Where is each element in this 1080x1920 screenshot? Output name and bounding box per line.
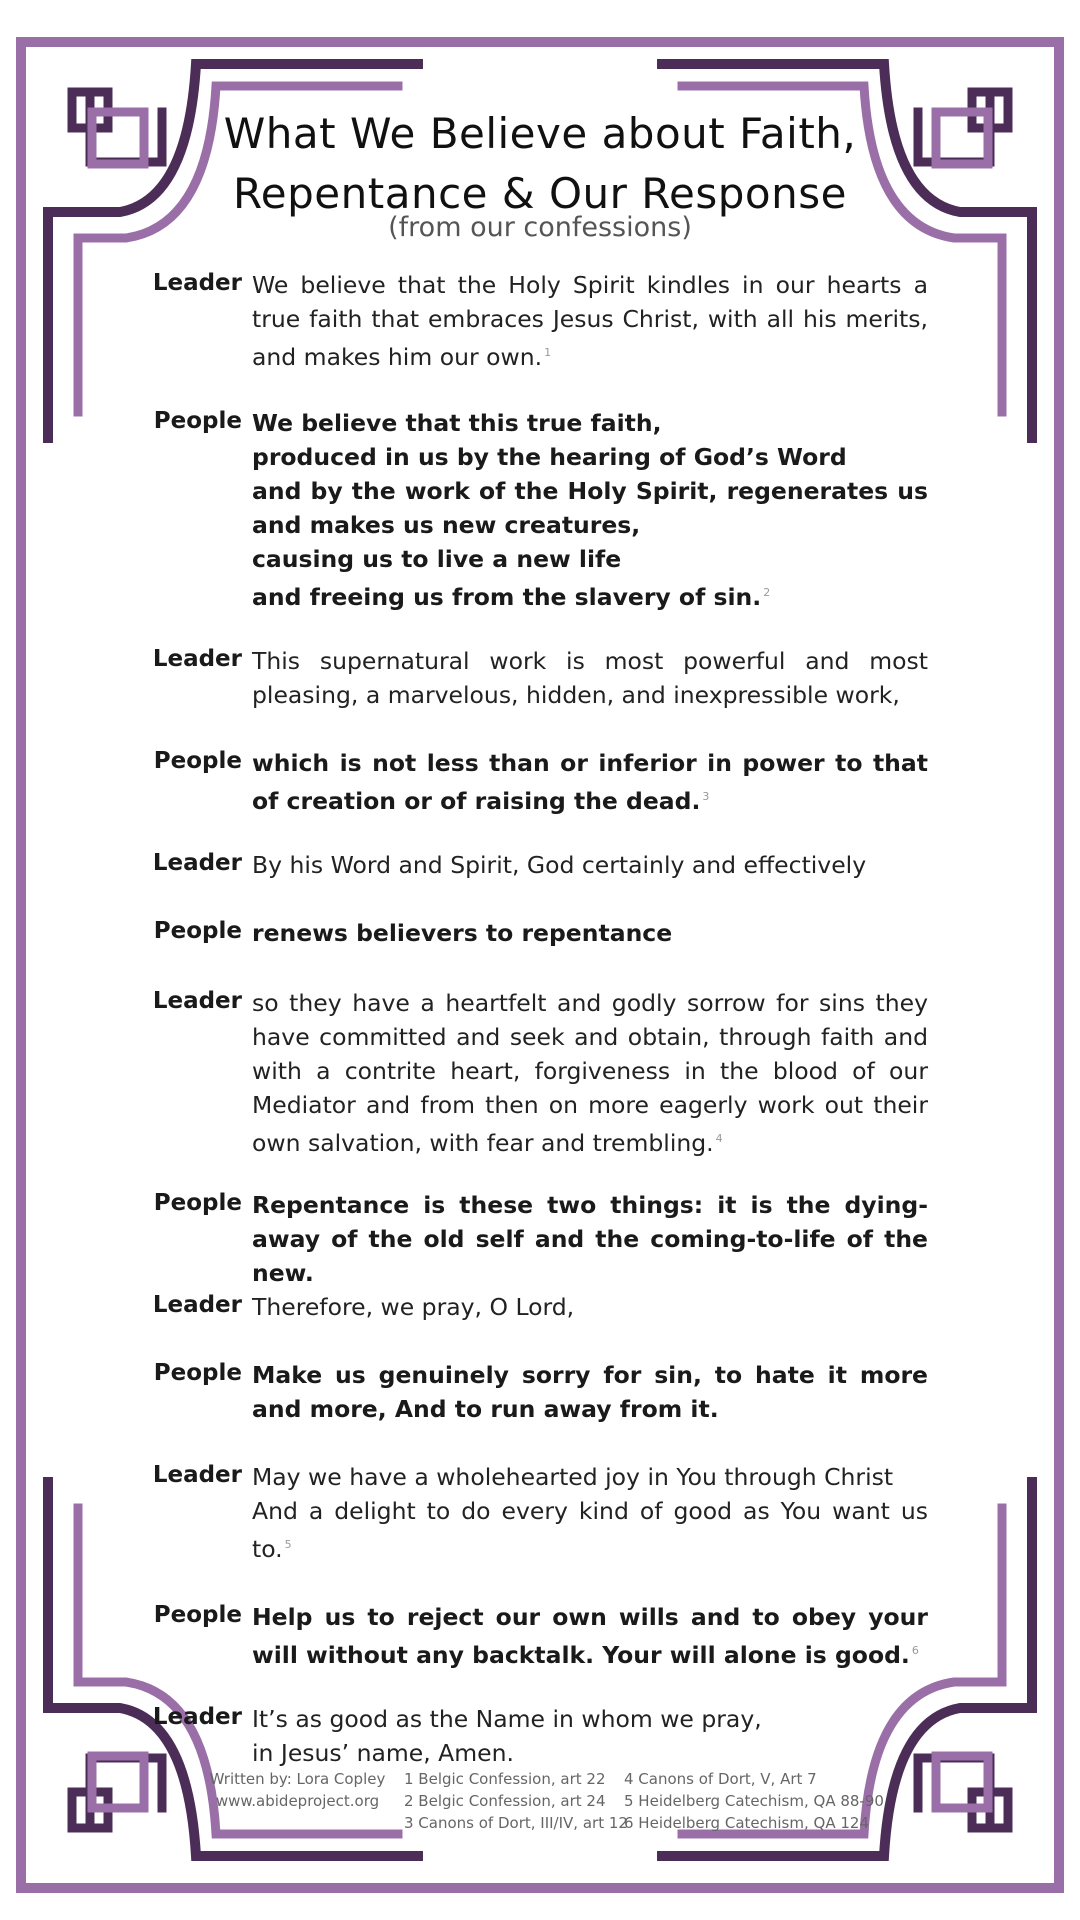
reference-item: 4 Canons of Dort, V, Art 7 [624, 1770, 817, 1788]
reading-line [252, 440, 928, 474]
page-title-line-1: What We Believe about Faith, [223, 109, 857, 158]
reading-line-text: May we have a wholehearted joy in You through Christ [252, 1463, 894, 1491]
speaker-label: Leader [152, 270, 242, 296]
reading-line-text: We believe that the Holy Spirit kindles in our hearts a true faith that embraces Jesus Christ, with all his merits, and makes him our own. [252, 271, 928, 371]
reading-text [252, 916, 928, 950]
reading-line [252, 1702, 928, 1736]
reading-line [252, 1358, 928, 1426]
footnote-marker: 4 [715, 1132, 723, 1145]
speaker-label: Leader [152, 646, 242, 672]
reading-line-text: and freeing us from the slavery of sin. [252, 582, 762, 611]
speaker-label: People [153, 408, 242, 434]
reading-line-text: Make us genuinely sorry for sin, to hate it more and more, And to run away from it. [252, 1361, 928, 1423]
reading-line [252, 986, 928, 1160]
reading-text [252, 644, 928, 712]
reading-line [252, 1494, 928, 1566]
website-text: www.abideproject.org [215, 1792, 380, 1810]
speaker-label: Leader [152, 1292, 242, 1318]
reading-line [252, 1188, 928, 1290]
speaker-label: Leader [152, 850, 242, 876]
reading-line-text: and by the work of the Holy Spirit, regenerates us and makes us new creatures, [252, 477, 928, 539]
speaker-label: Leader [152, 988, 242, 1014]
references-column-1 [404, 1768, 628, 1834]
reading-line [252, 1600, 928, 1672]
reading-line-text: By his Word and Spirit, God certainly and effectively [252, 851, 867, 879]
reference-item: 6 Heidelberg Catechism, QA 124 [624, 1814, 869, 1832]
reading-line [252, 576, 928, 614]
reading-text [252, 406, 928, 614]
speaker-label: People [153, 918, 242, 944]
reading-text [252, 848, 928, 882]
speaker-label: People [153, 748, 242, 774]
reading-line [252, 916, 928, 950]
reading-line [252, 1460, 928, 1494]
footnote-marker: 6 [911, 1644, 919, 1657]
speaker-label: Leader [152, 1462, 242, 1488]
reading-text [252, 1460, 928, 1566]
reading-line-text: in Jesus’ name, Amen. [252, 1739, 514, 1767]
reference-item: 2 Belgic Confession, art 24 [404, 1792, 606, 1810]
reading-line-text: We believe that this true faith, [252, 409, 662, 437]
reading-line [252, 644, 928, 712]
reading-text [252, 1290, 928, 1324]
reading-text [252, 1600, 928, 1672]
reading-line-text: Therefore, we pray, O Lord, [252, 1293, 575, 1321]
reading-text [252, 268, 928, 374]
page-title-line-2: Repentance & Our Response [233, 169, 847, 218]
reading-line-text: produced in us by the hearing of God’s Word [252, 443, 847, 471]
references-column-2 [624, 1768, 884, 1834]
speaker-label: People [153, 1602, 242, 1628]
reading-line-text: Help us to reject our own wills and to obey your will without any backtalk. Your will alone is good. [252, 1603, 928, 1669]
reading-line [252, 474, 928, 542]
speaker-label: Leader [152, 1704, 242, 1730]
reference-item: 5 Heidelberg Catechism, QA 88-90 [624, 1792, 884, 1810]
reference-item: 1 Belgic Confession, art 22 [404, 1770, 606, 1788]
reading-line-text: so they have a heartfelt and godly sorrow for sins they have committed and seek and obtain, through faith and with a contrite heart, forgiveness in the blood of our Mediator and from then on more eagerly work out their own salvation, with fear and trembling. [252, 989, 928, 1157]
reading-line [252, 1736, 928, 1770]
footnote-marker: 5 [284, 1538, 292, 1551]
reading-line-text: renews believers to repentance [252, 919, 673, 947]
footnote-marker: 3 [702, 790, 710, 803]
reading-line-text: It’s as good as the Name in whom we pray, [252, 1705, 762, 1733]
reading-text [252, 1188, 928, 1290]
reading-line [252, 1290, 928, 1324]
reading-line-text: And a delight to do every kind of good as You want us to. [252, 1497, 928, 1563]
reference-item: 3 Canons of Dort, III/IV, art 12 [404, 1814, 628, 1832]
reading-line [252, 542, 928, 576]
reading-text [252, 986, 928, 1160]
reading-line-text: causing us to live a new life [252, 545, 622, 573]
footnote-marker: 2 [763, 586, 771, 599]
reading-line [252, 268, 928, 374]
page-subtitle: (from our confessions) [388, 212, 692, 243]
reading-text [252, 1358, 928, 1426]
reading-line-text: which is not less than or inferior in power to that of creation or of raising the dead. [252, 749, 928, 815]
speaker-label: People [153, 1190, 242, 1216]
footnote-marker: 1 [544, 346, 552, 359]
reading-text [252, 746, 928, 818]
reading-line [252, 406, 928, 440]
speaker-label: People [153, 1360, 242, 1386]
reading-line-text: This supernatural work is most powerful and most pleasing, a marvelous, hidden, and inexpressible work, [252, 647, 928, 709]
reading-line [252, 848, 928, 882]
reading-text [252, 1702, 928, 1770]
author-credit: Written by: Lora Copley [209, 1770, 386, 1788]
reading-line-text: Repentance is these two things: it is the dying-away of the old self and the coming-to-life of the new. [252, 1191, 928, 1287]
reading-line [252, 746, 928, 818]
